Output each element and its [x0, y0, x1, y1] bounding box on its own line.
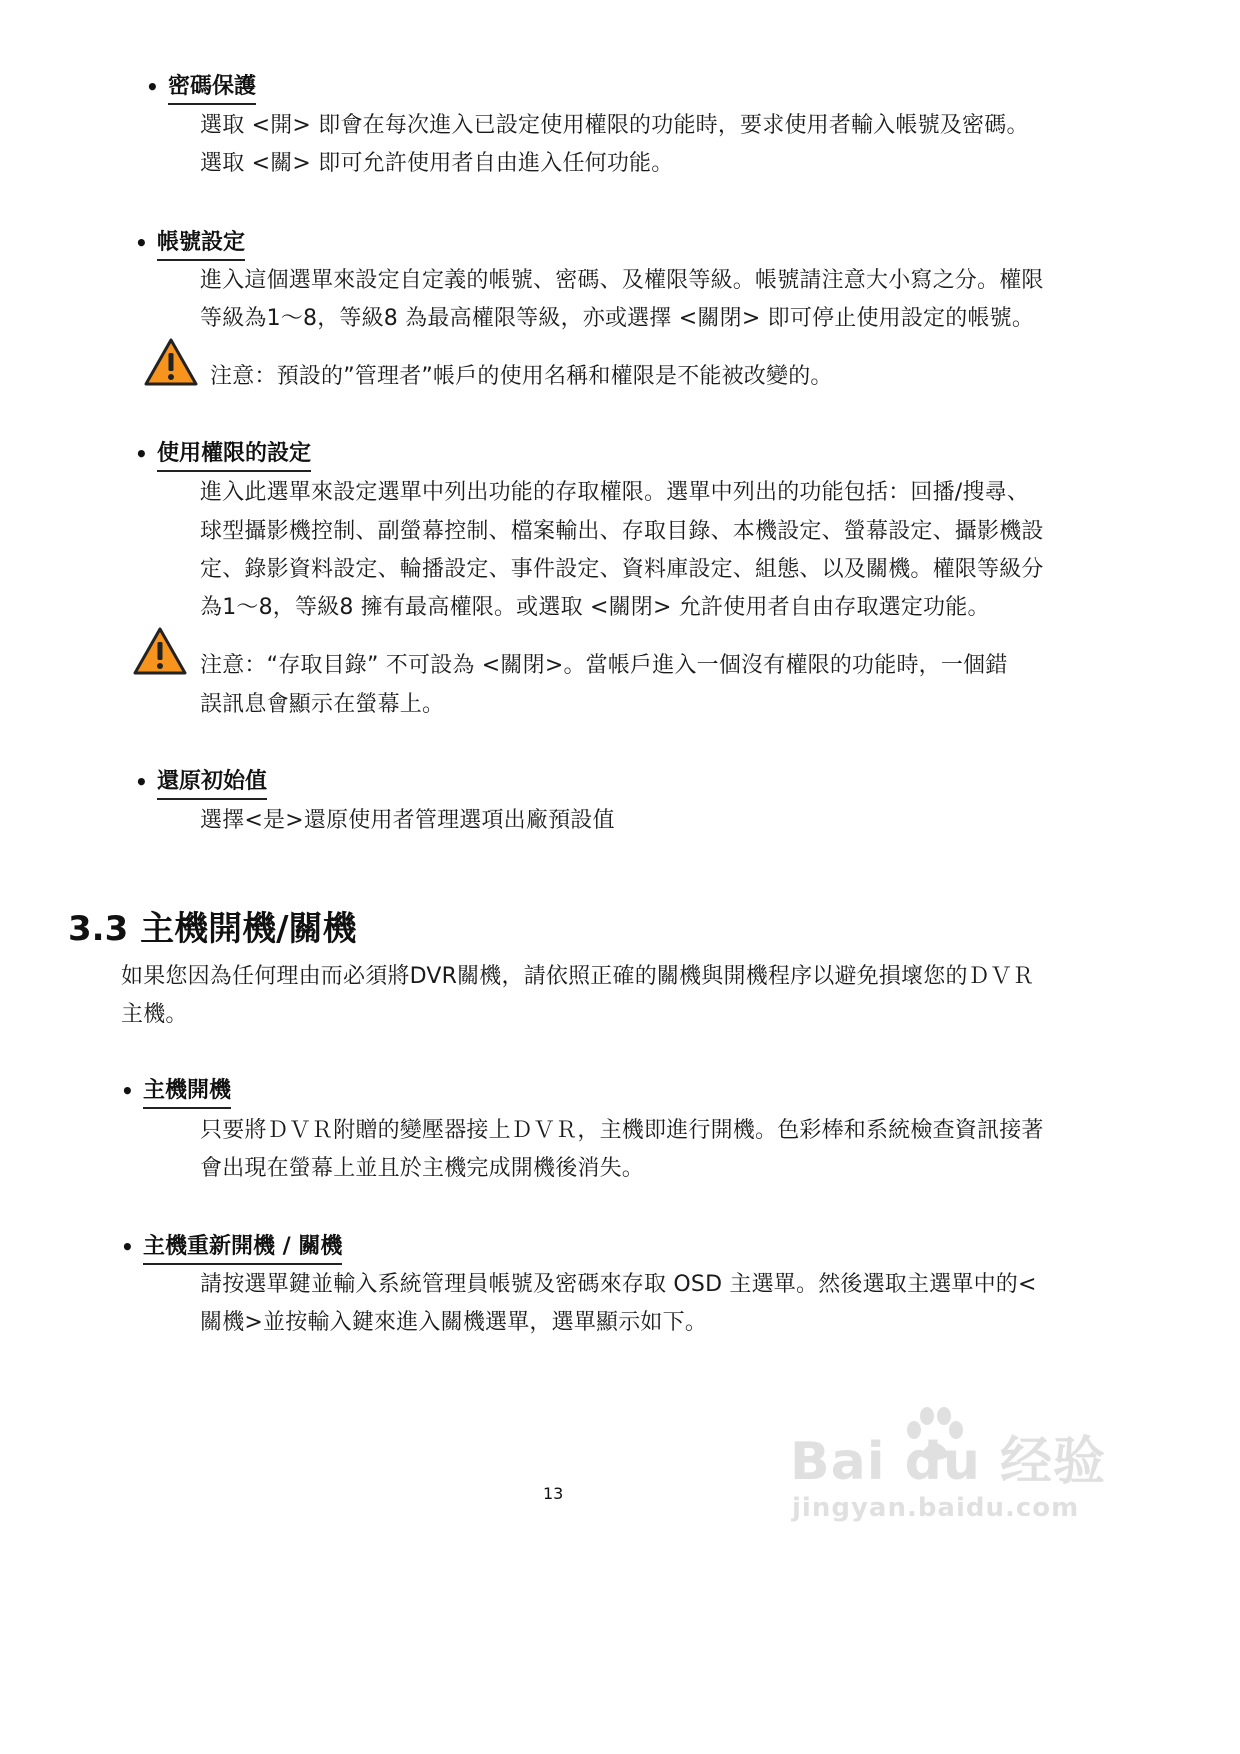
warning-icon	[143, 337, 199, 387]
bullet-dot: •	[135, 442, 148, 466]
body-line: 會出現在螢幕上並且於主機完成開機後消失。	[200, 1156, 645, 1181]
bullet-title-restart-shutdown: 主機重新開機 / 關機	[143, 1232, 342, 1265]
bullet-title-password-protection: 密碼保護	[168, 72, 256, 105]
body-line: 關機>並按輸入鍵來進入關機選單，選單顯示如下。	[200, 1310, 708, 1335]
body-line: 等級為1～8，等級8 為最高權限等級，亦或選擇 <關閉> 即可停止使用設定的帳號。	[200, 306, 1035, 331]
body-line: 選取 <關> 即可允許使用者自由進入任何功能。	[200, 151, 674, 176]
body-line: 定、錄影資料設定、輪播設定、事件設定、資料庫設定、組態、以及關機。權限等級分	[200, 557, 1044, 582]
intro-line: 如果您因為任何理由而必須將DVR關機，請依照正確的關機與開機程序以避免損壞您的ＤＶＲ	[121, 964, 1035, 989]
body-line: 選擇<是>還原使用者管理選項出廠預設值	[200, 808, 615, 833]
body-line: 選取 <開> 即會在每次進入已設定使用權限的功能時，要求使用者輸入帳號及密碼。	[200, 113, 1029, 138]
bullet-title-permission-settings: 使用權限的設定	[157, 439, 311, 472]
bullet-title-power-on: 主機開機	[143, 1076, 231, 1109]
note-line: 誤訊息會顯示在螢幕上。	[200, 692, 445, 717]
intro-line: 主機。	[121, 1002, 188, 1027]
bullet-dot: •	[121, 1079, 134, 1103]
bullet-dot: •	[146, 75, 159, 99]
watermark-url: jingyan.baidu.com	[792, 1493, 1080, 1523]
note-line: 注意：“存取目錄” 不可設為 <關閉>。當帳戶進入一個沒有權限的功能時，一個錯	[200, 653, 1008, 678]
body-line: 請按選單鍵並輸入系統管理員帳號及密碼來存取 OSD 主選單。然後選取主選單中的<	[200, 1272, 1037, 1297]
body-line: 球型攝影機控制、副螢幕控制、檔案輸出、存取目錄、本機設定、螢幕設定、攝影機設	[200, 519, 1044, 544]
note-line: 注意：預設的”管理者”帳戶的使用名稱和權限是不能被改變的。	[210, 364, 833, 389]
bullet-dot: •	[121, 1235, 134, 1259]
section-heading: 3.3 主機開機/關機	[68, 909, 357, 949]
bullet-dot: •	[135, 231, 148, 255]
body-line: 進入此選單來設定選單中列出功能的存取權限。選單中列出的功能包括：回播/搜尋、	[200, 480, 1030, 505]
watermark-brand: Bai du 经验	[790, 1432, 1106, 1492]
bullet-title-restore-defaults: 還原初始值	[157, 767, 267, 800]
body-line: 為1～8，等級8 擁有最高權限。或選取 <關閉> 允許使用者自由存取選定功能。	[200, 595, 990, 620]
page-number: 13	[543, 1484, 564, 1503]
bullet-dot: •	[135, 770, 148, 794]
warning-icon	[132, 626, 188, 676]
body-line: 進入這個選單來設定自定義的帳號、密碼、及權限等級。帳號請注意大小寫之分。權限	[200, 268, 1044, 293]
bullet-title-account-settings: 帳號設定	[157, 228, 245, 261]
body-line: 只要將ＤＶＲ附贈的變壓器接上ＤＶＲ，主機即進行開機。色彩棒和系統檢查資訊接著	[200, 1118, 1044, 1143]
